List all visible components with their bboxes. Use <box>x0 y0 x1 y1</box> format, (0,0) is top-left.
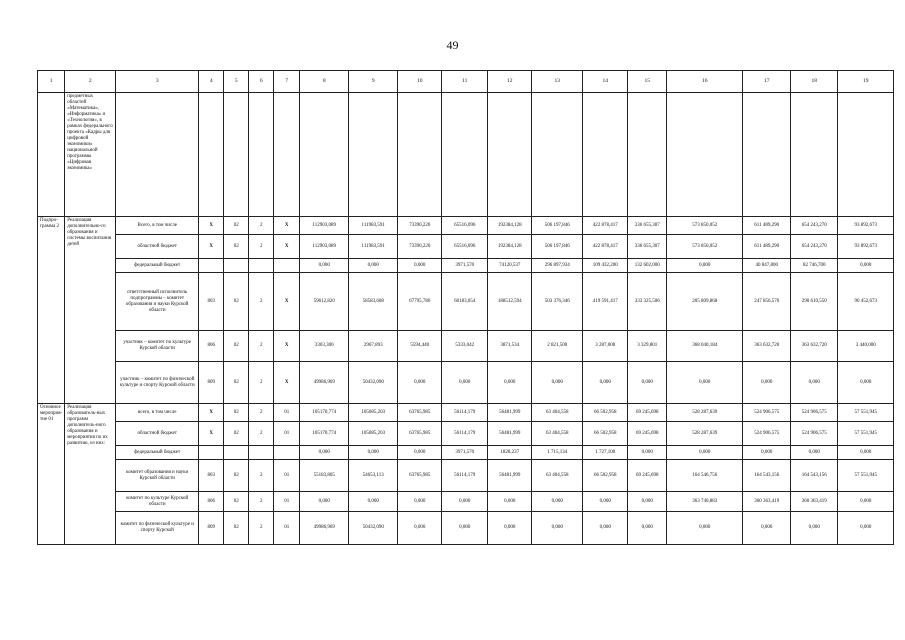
table-row <box>38 331 894 362</box>
cell-col-18: 0,000 <box>791 446 838 460</box>
cell-col-15: 0,000 <box>628 492 667 512</box>
cell-col-7 <box>274 446 300 460</box>
cell-col-18: 524 906,575 <box>791 404 838 422</box>
cell-col-13: 0,000 <box>532 492 583 512</box>
cell-col-15: 69 245,698 <box>628 460 667 492</box>
cell-col-5: 02 <box>224 404 249 422</box>
cell-col-19: 93 892,673 <box>838 217 894 235</box>
cell-col-13: 503 376,346 <box>532 273 583 331</box>
cell-col-11: 0,000 <box>442 362 488 404</box>
cell-col-13: 63 404,558 <box>532 422 583 446</box>
cell-col-19: 57 551,945 <box>838 404 894 422</box>
table-row <box>38 460 894 492</box>
cell-col-11: 0,000 <box>442 492 488 512</box>
cell-col-7: 01 <box>274 492 300 512</box>
cell-col-11: 5333,042 <box>442 331 488 362</box>
cell-col-7 <box>274 259 300 273</box>
column-number-12: 12 <box>488 71 532 93</box>
cell-col-4: Х <box>199 404 224 422</box>
cell-col-10: 63765,985 <box>398 404 442 422</box>
section2-label: Основное мероприя-тие 01 <box>38 404 65 545</box>
cell-col-18: 524 906,575 <box>791 422 838 446</box>
cell-col-11: 3971,570 <box>442 446 488 460</box>
table-row <box>38 404 894 422</box>
cell-col-7: Х <box>274 217 300 235</box>
cell-col-15: 0,000 <box>628 446 667 460</box>
cell-col-9: 50432,090 <box>349 362 398 404</box>
cell-col-4: 803 <box>199 273 224 331</box>
cell-col-9: 111983,591 <box>349 217 398 235</box>
cell-col-17: 360 363,419 <box>743 492 791 512</box>
cell-col-7: Х <box>274 235 300 259</box>
column-number-1: 1 <box>38 71 65 93</box>
cell-col-5 <box>224 259 249 273</box>
cell-col-17: 0,000 <box>743 362 791 404</box>
cell-col-4: 809 <box>199 362 224 404</box>
cell-col-7: 01 <box>274 404 300 422</box>
column-number-19: 19 <box>838 71 894 93</box>
cell-col-6: 2 <box>249 362 274 404</box>
cell-col-7: 01 <box>274 422 300 446</box>
cell-col-6: 2 <box>249 460 274 492</box>
cell-col-5: 02 <box>224 460 249 492</box>
column-number-18: 18 <box>791 71 838 93</box>
cell-col-12: 74120,537 <box>488 259 532 273</box>
cell-col-14: 0,000 <box>583 492 628 512</box>
table-row <box>38 446 894 460</box>
cell-col-14: 422 878,417 <box>583 217 628 235</box>
table-row <box>38 235 894 259</box>
cell-col-4: Х <box>199 217 224 235</box>
row-label: комитет образования и науки Курской области <box>116 460 199 492</box>
cell-col-16: 368 040,184 <box>667 331 743 362</box>
cell-col-4: Х <box>199 422 224 446</box>
cell-col-5: 02 <box>224 235 249 259</box>
page-number: 49 <box>446 38 459 52</box>
cell-col-6: 2 <box>249 273 274 331</box>
cell-col-9: 54653,113 <box>349 460 398 492</box>
cell-col-9: 105085,203 <box>349 404 398 422</box>
cell-col-11: 65516,096 <box>442 217 488 235</box>
cell-col-19: 0,000 <box>838 512 894 545</box>
cell-col-19: 0,000 <box>838 362 894 404</box>
cell-col-18: 360 363,419 <box>791 492 838 512</box>
cell-col-4: 809 <box>199 512 224 545</box>
cell-col-17: 0,000 <box>743 512 791 545</box>
column-number-2: 2 <box>65 71 116 93</box>
cell-col-12: 56481,999 <box>488 404 532 422</box>
table-row <box>38 259 894 273</box>
cell-col-13: 0,000 <box>532 512 583 545</box>
cell-col-9: 0,000 <box>349 492 398 512</box>
cell-col-18: 164 543,156 <box>791 460 838 492</box>
cell-col-19: 90 452,673 <box>838 273 894 331</box>
cell-col-17: 611 489,290 <box>743 217 791 235</box>
cell-col-8: 49986,969 <box>300 362 349 404</box>
cell-col-5: 02 <box>224 492 249 512</box>
cell-col-6: 2 <box>249 404 274 422</box>
cell-col-12: 188512,594 <box>488 273 532 331</box>
cell-col-15: 0,000 <box>628 362 667 404</box>
cell-col-12: 0,000 <box>488 492 532 512</box>
cell-col-10: 73390,220 <box>398 217 442 235</box>
continuation-col1 <box>38 93 65 217</box>
column-number-14: 14 <box>583 71 628 93</box>
cell-col-15: 0,000 <box>628 512 667 545</box>
cell-col-16: 528 287,639 <box>667 422 743 446</box>
column-number-6: 6 <box>249 71 274 93</box>
cell-col-5: 02 <box>224 331 249 362</box>
row-label: ответственный исполнитель подпрограммы – комитет образования и науки Курской области <box>116 273 199 331</box>
column-number-5: 5 <box>224 71 249 93</box>
cell-col-4 <box>199 259 224 273</box>
cell-col-7: Х <box>274 362 300 404</box>
cell-col-16: 573 850,052 <box>667 235 743 259</box>
cell-col-9: 111983,591 <box>349 235 398 259</box>
cell-col-13: 296 897,934 <box>532 259 583 273</box>
cell-col-19: 93 892,673 <box>838 235 894 259</box>
section2-name: Реализация образователь-ных программ дополнитель-ного образования и мероприятия по их развитию, из них: <box>65 404 116 545</box>
cell-col-19: 57 551,945 <box>838 422 894 446</box>
column-number-3: 3 <box>116 71 199 93</box>
cell-col-5 <box>224 446 249 460</box>
cell-col-4: 806 <box>199 492 224 512</box>
column-number-11: 11 <box>442 71 488 93</box>
column-number-9: 9 <box>349 71 398 93</box>
cell-col-13: 506 197,846 <box>532 235 583 259</box>
cell-col-17: 164 543,156 <box>743 460 791 492</box>
cell-col-11: 3971,570 <box>442 259 488 273</box>
cell-col-10: 0,000 <box>398 446 442 460</box>
table-row <box>38 422 894 446</box>
cell-col-7: Х <box>274 273 300 331</box>
cell-col-18: 654 243,270 <box>791 217 838 235</box>
cell-col-4: 803 <box>199 460 224 492</box>
cell-col-6: 2 <box>249 235 274 259</box>
cell-col-5: 02 <box>224 273 249 331</box>
cell-col-10: 0,000 <box>398 362 442 404</box>
cell-col-9: 58583,608 <box>349 273 398 331</box>
row-label: федеральный бюджет <box>116 259 199 273</box>
column-number-15: 15 <box>628 71 667 93</box>
cell-col-9: 0,000 <box>349 259 398 273</box>
cell-col-6 <box>249 446 274 460</box>
cell-col-14: 0,000 <box>583 362 628 404</box>
cell-col-13: 506 197,846 <box>532 217 583 235</box>
table-row <box>38 217 894 235</box>
cell-col-9: 0,000 <box>349 446 398 460</box>
row-label: областной бюджет <box>116 422 199 446</box>
cell-col-10: 0,000 <box>398 492 442 512</box>
cell-col-15: 336 655,307 <box>628 235 667 259</box>
cell-col-17: 363 632,720 <box>743 331 791 362</box>
cell-col-12: 0,000 <box>488 362 532 404</box>
cell-col-16: 363 740,883 <box>667 492 743 512</box>
cell-col-6 <box>249 259 274 273</box>
row-label: участник – комитет по физической культуре и спорту Курской области <box>116 362 199 404</box>
row-label: комитет по культуре Курской области <box>116 492 199 512</box>
cell-col-16: 573 850,052 <box>667 217 743 235</box>
cell-col-7: 01 <box>274 460 300 492</box>
cell-col-16: 0,000 <box>667 362 743 404</box>
cell-col-18: 290 610,550 <box>791 273 838 331</box>
cell-col-17: 524 906,575 <box>743 422 791 446</box>
cell-col-17: 524 906,575 <box>743 404 791 422</box>
column-number-17: 17 <box>743 71 791 93</box>
cell-col-6: 2 <box>249 331 274 362</box>
cell-col-12: 56481,999 <box>488 460 532 492</box>
cell-col-15: 3 329,801 <box>628 331 667 362</box>
cell-col-13: 1 715,134 <box>532 446 583 460</box>
cell-col-9: 105085,203 <box>349 422 398 446</box>
cell-col-12: 56481,999 <box>488 422 532 446</box>
cell-col-17: 0,000 <box>743 446 791 460</box>
cell-col-19: 3 440,000 <box>838 331 894 362</box>
table-row <box>38 273 894 331</box>
cell-col-8: 59612,820 <box>300 273 349 331</box>
cell-col-4: 806 <box>199 331 224 362</box>
column-number-8: 8 <box>300 71 349 93</box>
cell-col-11: 56114,179 <box>442 404 488 422</box>
cell-col-19: 0,000 <box>838 446 894 460</box>
cell-col-5: 02 <box>224 512 249 545</box>
cell-col-14: 66 502,958 <box>583 422 628 446</box>
cell-col-18: 363 632,720 <box>791 331 838 362</box>
cell-col-19: 0,000 <box>838 492 894 512</box>
continuation-row <box>38 93 894 217</box>
cell-col-15: 132 602,000 <box>628 259 667 273</box>
cell-col-14: 66 502,958 <box>583 460 628 492</box>
cell-col-8: 112903,089 <box>300 217 349 235</box>
cell-col-14: 422 878,417 <box>583 235 628 259</box>
cell-col-13: 63 404,558 <box>532 460 583 492</box>
cell-col-16: 205 809,868 <box>667 273 743 331</box>
cell-col-10: 63765,985 <box>398 422 442 446</box>
cell-col-8: 112903,089 <box>300 235 349 259</box>
cell-col-15: 69 245,698 <box>628 422 667 446</box>
cell-col-10: 0,000 <box>398 512 442 545</box>
row-label: участник – комитет по культуре Курской области <box>116 331 199 362</box>
cell-col-4: Х <box>199 235 224 259</box>
cell-col-8: 55183,805 <box>300 460 349 492</box>
cell-col-13: 63 404,558 <box>532 404 583 422</box>
cell-col-8: 105170,774 <box>300 422 349 446</box>
row-label: комитет по физической культуре и спорту Курской <box>116 512 199 545</box>
cell-col-18: 0,000 <box>791 362 838 404</box>
cell-col-19: 0,000 <box>838 259 894 273</box>
row-label: федеральный бюджет <box>116 446 199 460</box>
cell-col-9: 2967,893 <box>349 331 398 362</box>
cell-col-13: 2 821,500 <box>532 331 583 362</box>
row-label: областной бюджет <box>116 235 199 259</box>
cell-col-11: 56114,179 <box>442 422 488 446</box>
cell-col-18: 654 243,270 <box>791 235 838 259</box>
cell-col-10: 67795,780 <box>398 273 442 331</box>
cell-col-8: 3303,300 <box>300 331 349 362</box>
column-number-10: 10 <box>398 71 442 93</box>
cell-col-8: 0,000 <box>300 259 349 273</box>
cell-col-4 <box>199 446 224 460</box>
cell-col-13: 0,000 <box>532 362 583 404</box>
cell-col-8: 0,000 <box>300 446 349 460</box>
cell-col-6: 2 <box>249 422 274 446</box>
cell-col-14: 3 287,000 <box>583 331 628 362</box>
table-row <box>38 362 894 404</box>
cell-col-5: 02 <box>224 422 249 446</box>
column-number-7: 7 <box>274 71 300 93</box>
cell-col-11: 60183,054 <box>442 273 488 331</box>
cell-col-16: 0,000 <box>667 259 743 273</box>
cell-col-12: 3871,534 <box>488 331 532 362</box>
cell-col-5: 02 <box>224 362 249 404</box>
cell-col-5: 02 <box>224 217 249 235</box>
cell-col-11: 65516,096 <box>442 235 488 259</box>
cell-col-11: 56114,179 <box>442 460 488 492</box>
column-number-16: 16 <box>667 71 743 93</box>
cell-col-12: 192384,128 <box>488 217 532 235</box>
cell-col-10: 0,000 <box>398 259 442 273</box>
cell-col-8: 0,000 <box>300 492 349 512</box>
cell-col-15: 336 655,307 <box>628 217 667 235</box>
cell-col-12: 1828,237 <box>488 446 532 460</box>
cell-col-10: 73390,220 <box>398 235 442 259</box>
cell-col-14: 66 502,958 <box>583 404 628 422</box>
cell-col-9: 50432,090 <box>349 512 398 545</box>
cell-col-15: 333 325,506 <box>628 273 667 331</box>
cell-col-19: 57 551,945 <box>838 460 894 492</box>
cell-col-16: 0,000 <box>667 512 743 545</box>
cell-col-15: 69 245,698 <box>628 404 667 422</box>
cell-col-16: 0,000 <box>667 446 743 460</box>
section1-name: Реализация дополнительно-го образования и системы воспитания детей <box>65 217 116 404</box>
cell-col-16: 528 287,639 <box>667 404 743 422</box>
cell-col-8: 49986,969 <box>300 512 349 545</box>
cell-col-12: 192384,128 <box>488 235 532 259</box>
cell-col-7: 01 <box>274 512 300 545</box>
cell-col-14: 1 727,100 <box>583 446 628 460</box>
cell-col-8: 105170,774 <box>300 404 349 422</box>
continuation-text: предметных областей «Математика», «Информатика» и «Технология», в рамках федерального проекта «Кадры для цифровой экономики» национальной программы «Цифровая экономика» <box>65 93 116 217</box>
row-label: Всего, в том числе <box>116 217 199 235</box>
cell-col-17: 611 489,290 <box>743 235 791 259</box>
column-number-13: 13 <box>532 71 583 93</box>
cell-col-17: 247 856,570 <box>743 273 791 331</box>
cell-col-10: 5594,440 <box>398 331 442 362</box>
cell-col-7: Х <box>274 331 300 362</box>
cell-col-14: 419 591,417 <box>583 273 628 331</box>
cell-col-18: 0,000 <box>791 512 838 545</box>
section1-label: Подпро-грамма 2 <box>38 217 65 404</box>
cell-col-6: 2 <box>249 492 274 512</box>
cell-col-6: 2 <box>249 217 274 235</box>
table-row <box>38 492 894 512</box>
column-number-row <box>38 71 894 93</box>
row-label: всего, в том числе <box>116 404 199 422</box>
cell-col-18: 82 746,700 <box>791 259 838 273</box>
cell-col-12: 0,000 <box>488 512 532 545</box>
budget-table <box>37 70 894 545</box>
cell-col-16: 164 546,756 <box>667 460 743 492</box>
table-row <box>38 512 894 545</box>
cell-col-11: 0,000 <box>442 512 488 545</box>
cell-col-10: 63765,985 <box>398 460 442 492</box>
cell-col-14: 0,000 <box>583 512 628 545</box>
column-number-4: 4 <box>199 71 224 93</box>
cell-col-17: 40 847,800 <box>743 259 791 273</box>
cell-col-14: 109 432,200 <box>583 259 628 273</box>
cell-col-6: 2 <box>249 512 274 545</box>
